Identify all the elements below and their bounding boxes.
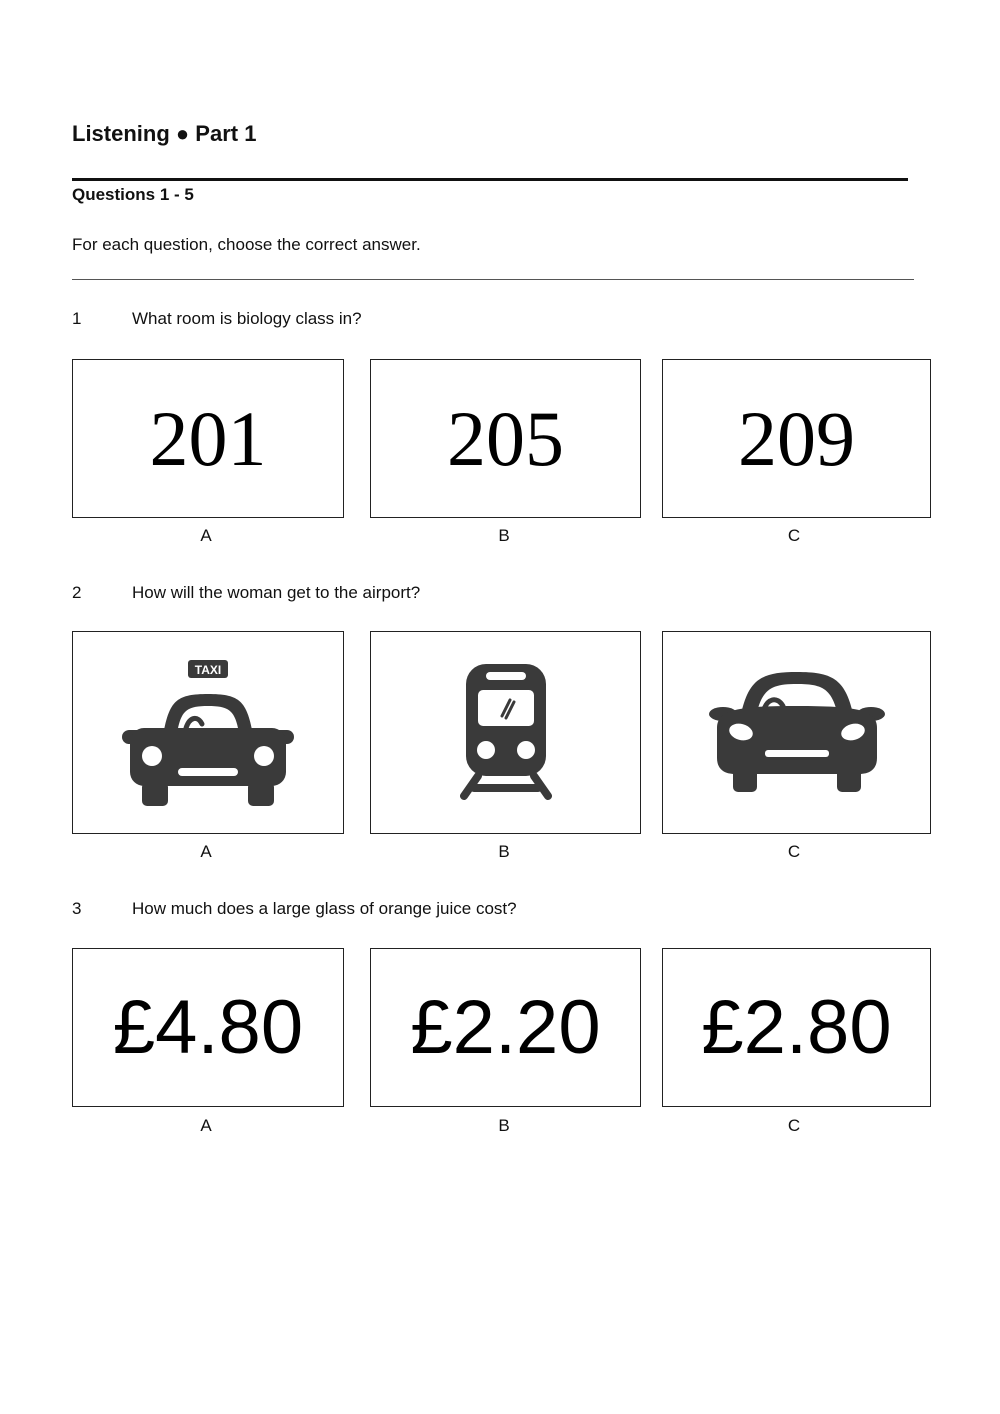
question-3-option-a[interactable] (72, 948, 344, 1107)
taxi-sign-label: TAXI (194, 662, 222, 677)
divider-thick (72, 178, 908, 181)
option-value: 201 (149, 394, 267, 482)
question-2-letter-c: C (787, 842, 801, 861)
option-value: 205 (447, 394, 564, 482)
page-title: Listening ● Part 1 (72, 121, 257, 146)
question-1-option-a[interactable] (72, 359, 344, 518)
question-2-letter-b: B (498, 842, 510, 861)
option-value: £2.20 (410, 985, 601, 1070)
question-2-letter-a: A (200, 842, 212, 861)
question-1-option-b[interactable] (370, 359, 641, 518)
question-3-option-c[interactable] (662, 948, 931, 1107)
question-3-letter-a: A (200, 1116, 212, 1135)
question-1-letter-b: B (498, 526, 510, 545)
question-1-option-c[interactable] (662, 359, 931, 518)
question-3-number: 3 (72, 899, 82, 918)
question-3-option-b[interactable] (370, 948, 641, 1107)
question-2-text: How will the woman get to the airport? (132, 583, 421, 602)
question-2-number: 2 (72, 583, 82, 602)
divider-thin (72, 279, 914, 280)
option-value: 209 (738, 394, 855, 482)
questions-range-heading: Questions 1 - 5 (72, 185, 194, 204)
question-3-text: How much does a large glass of orange juice cost? (132, 899, 517, 918)
question-3-letter-b: B (498, 1116, 510, 1135)
option-value: £2.80 (701, 985, 892, 1070)
question-1-text: What room is biology class in? (132, 309, 362, 328)
instructions-text: For each question, choose the correct answer. (72, 235, 421, 254)
car-icon (707, 658, 887, 808)
question-2-option-c[interactable] (662, 631, 931, 834)
train-icon (456, 658, 556, 808)
question-1-number: 1 (72, 309, 82, 328)
question-2-option-a[interactable] (72, 631, 344, 834)
taxi-icon (118, 658, 298, 808)
question-1-letter-a: A (200, 526, 212, 545)
question-1-letter-c: C (787, 526, 801, 545)
question-2-option-b[interactable] (370, 631, 641, 834)
option-value: £4.80 (112, 985, 304, 1070)
question-3-letter-c: C (787, 1116, 801, 1135)
